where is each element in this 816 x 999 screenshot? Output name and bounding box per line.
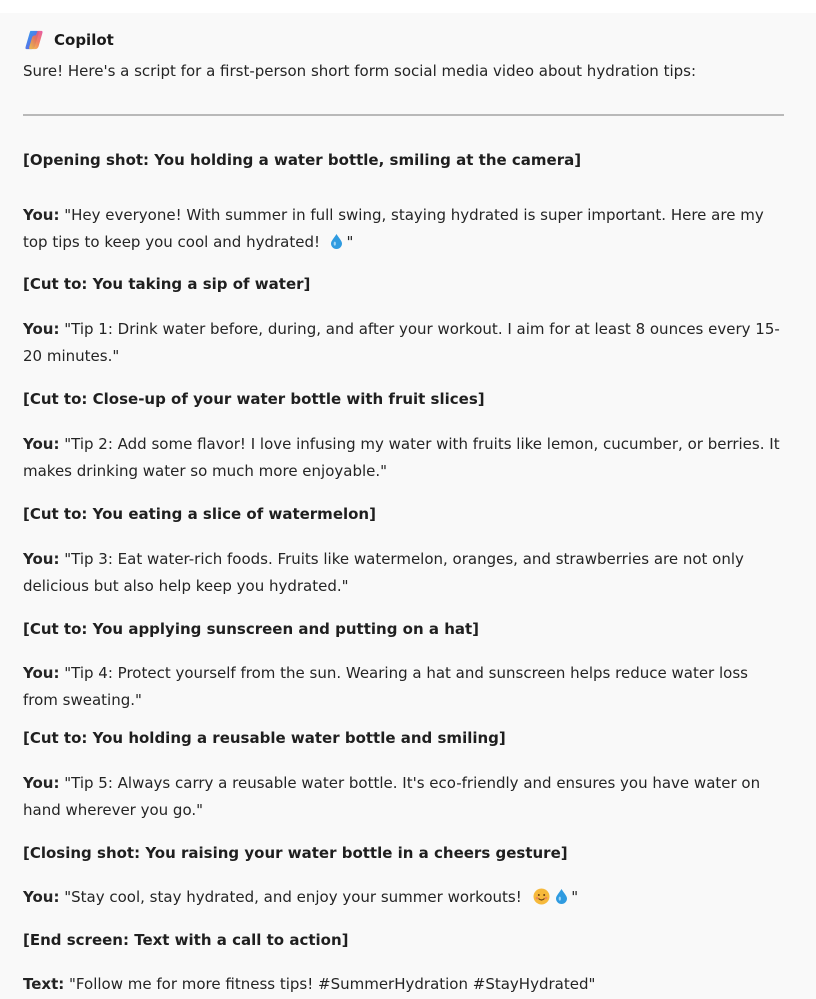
speaker-label: Text: (23, 975, 65, 993)
speaker-label: You: (23, 206, 60, 224)
dialogue-line (23, 660, 783, 714)
copilot-logo-icon (23, 29, 45, 51)
dialogue-trail: " (341, 233, 354, 251)
dialogue-text: "Tip 2: Add some flavor! I love infusing my water with fruits like lemon, cucumber, or berries. It makes drinking water so much more enjoyable." (23, 435, 780, 480)
chat-panel (0, 13, 816, 999)
dialogue-line (23, 546, 783, 600)
divider (23, 114, 784, 116)
droplet-icon (331, 234, 342, 249)
dialogue-line (23, 202, 783, 256)
dialogue-text: "Tip 5: Always carry a reusable water bottle. It's eco-friendly and ensures you have water on hand wherever you go." (23, 774, 761, 819)
scene-cue: [Cut to: You taking a sip of water] (23, 275, 311, 293)
speaker-label: You: (23, 435, 60, 453)
app-name: Copilot (54, 31, 114, 49)
dialogue-line (23, 316, 783, 370)
scene-cue: [Closing shot: You raising your water bottle in a cheers gesture] (23, 844, 568, 862)
message-intro: Sure! Here's a script for a first-person short form social media video about hydration tips: (23, 62, 697, 80)
assistant-header (23, 27, 114, 53)
scene-cue: [Cut to: You holding a reusable water bottle and smiling] (23, 729, 506, 747)
dialogue-text: "Stay cool, stay hydrated, and enjoy your summer workouts! (59, 888, 527, 906)
scene-cue: [Cut to: Close-up of your water bottle with fruit slices] (23, 390, 485, 408)
dialogue-line (23, 884, 783, 911)
speaker-label: You: (23, 664, 60, 682)
scene-cue: [Cut to: You eating a slice of watermelon] (23, 505, 376, 523)
speaker-label: You: (23, 774, 60, 792)
hot-face-icon (533, 888, 550, 905)
dialogue-line (23, 431, 783, 485)
dialogue-line (23, 770, 783, 824)
speaker-label: You: (23, 888, 60, 906)
dialogue-line (23, 971, 783, 998)
dialogue-text: "Tip 4: Protect yourself from the sun. Wearing a hat and sunscreen helps reduce water loss from sweating." (23, 664, 748, 709)
dialogue-trail: " (566, 888, 579, 906)
dialogue-text: "Tip 3: Eat water-rich foods. Fruits like watermelon, oranges, and strawberries are not only delicious but also help keep you hydrated." (23, 550, 744, 595)
dialogue-text: "Hey everyone! With summer in full swing, staying hydrated is super important. Here are my top tips to keep you cool and hydrated! (23, 206, 764, 251)
speaker-label: You: (23, 550, 60, 568)
speaker-label: You: (23, 320, 60, 338)
scene-cue: [End screen: Text with a call to action] (23, 931, 349, 949)
dialogue-text: "Follow me for more fitness tips! #SummerHydration #StayHydrated" (64, 975, 596, 993)
scene-cue: [Opening shot: You holding a water bottle, smiling at the camera] (23, 151, 582, 169)
droplet-icon (556, 889, 567, 904)
dialogue-text: "Tip 1: Drink water before, during, and after your workout. I aim for at least 8 ounces every 15-20 minutes." (23, 320, 780, 365)
scene-cue: [Cut to: You applying sunscreen and putting on a hat] (23, 620, 480, 638)
